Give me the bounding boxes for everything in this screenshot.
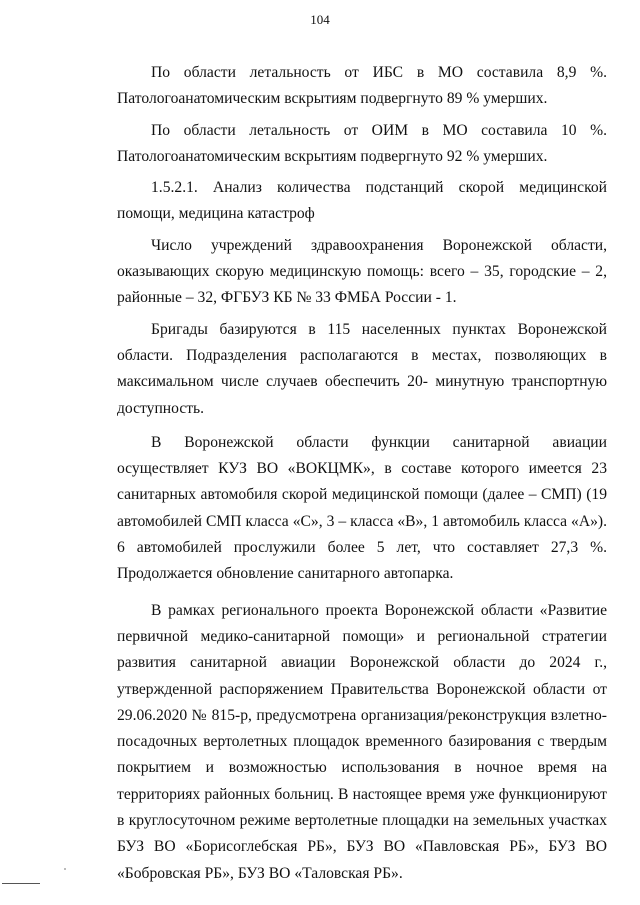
footer-divider — [2, 883, 40, 884]
page-number: 104 — [310, 12, 330, 27]
document-body — [117, 60, 607, 893]
paragraph-sanitary-aviation: В Воронежской области функции санитарной авиации осуществляет КУЗ ВО «ВОКЦМК», в составе которого имеется 23 санитарных автомобиля скорой медицинской помощи (далее – СМП) (19 автомобилей СМП класса «С», 3 – класса «В», 1 автомобиль класса «А»). 6 автомобилей прослужили более 5 лет, что составляет 27,3 %. Продолжается обновление санитарного автопарка. — [117, 433, 607, 583]
paragraph-healthcare-institutions: Число учреждений здравоохранения Воронежской области, оказывающих скорую медицинскую помощь: всего – 35, городские – 2, районные – 32, ФГБУЗ КБ № 33 ФМБА России - 1. — [117, 236, 607, 307]
scan-artifact — [64, 868, 66, 870]
paragraph-ibs-mortality: По области летальность от ИБС в МО составила 8,9 %. Патологоанатомическим вскрытиям подвергнуто 89 % умерших. — [117, 64, 607, 108]
paragraph-brigades: Бригады базируются в 115 населенных пунктах Воронежской области. Подразделения располагаются в местах, позволяющих в максимальном числе случаев обеспечить 20- минутную транспортную доступность. — [117, 320, 607, 417]
section-heading-ambulance-substations: 1.5.2.1. Анализ количества подстанций скорой медицинской помощи, медицина катастроф — [117, 179, 607, 223]
paragraph-oim-mortality: По области летальность от ОИМ в МО составила 10 %. Патологоанатомическим вскрытиям подвергнуто 92 % умерших. — [117, 121, 607, 165]
paragraph-regional-project: В рамках регионального проекта Воронежской области «Развитие первичной медико-санитарной помощи» и региональной стратегии развития санитарной авиации Воронежской области до 2024 г., утвержденной распоряжением Правительства Воронежской области от 29.06.2020 № 815-р, предусмотрена организация/реконструкция взлетно-посадочных вертолетных площадок временного базирования с твердым покрытием и возможностью использования в ночное время на территориях районных больниц. В настоящее время уже функционируют в круглосуточном режиме вертолетные площадки на земельных участках БУЗ ВО «Борисоглебская РБ», БУЗ ВО «Павловская РБ», БУЗ ВО «Бобровская РБ», БУЗ ВО «Таловская РБ». — [117, 601, 607, 882]
